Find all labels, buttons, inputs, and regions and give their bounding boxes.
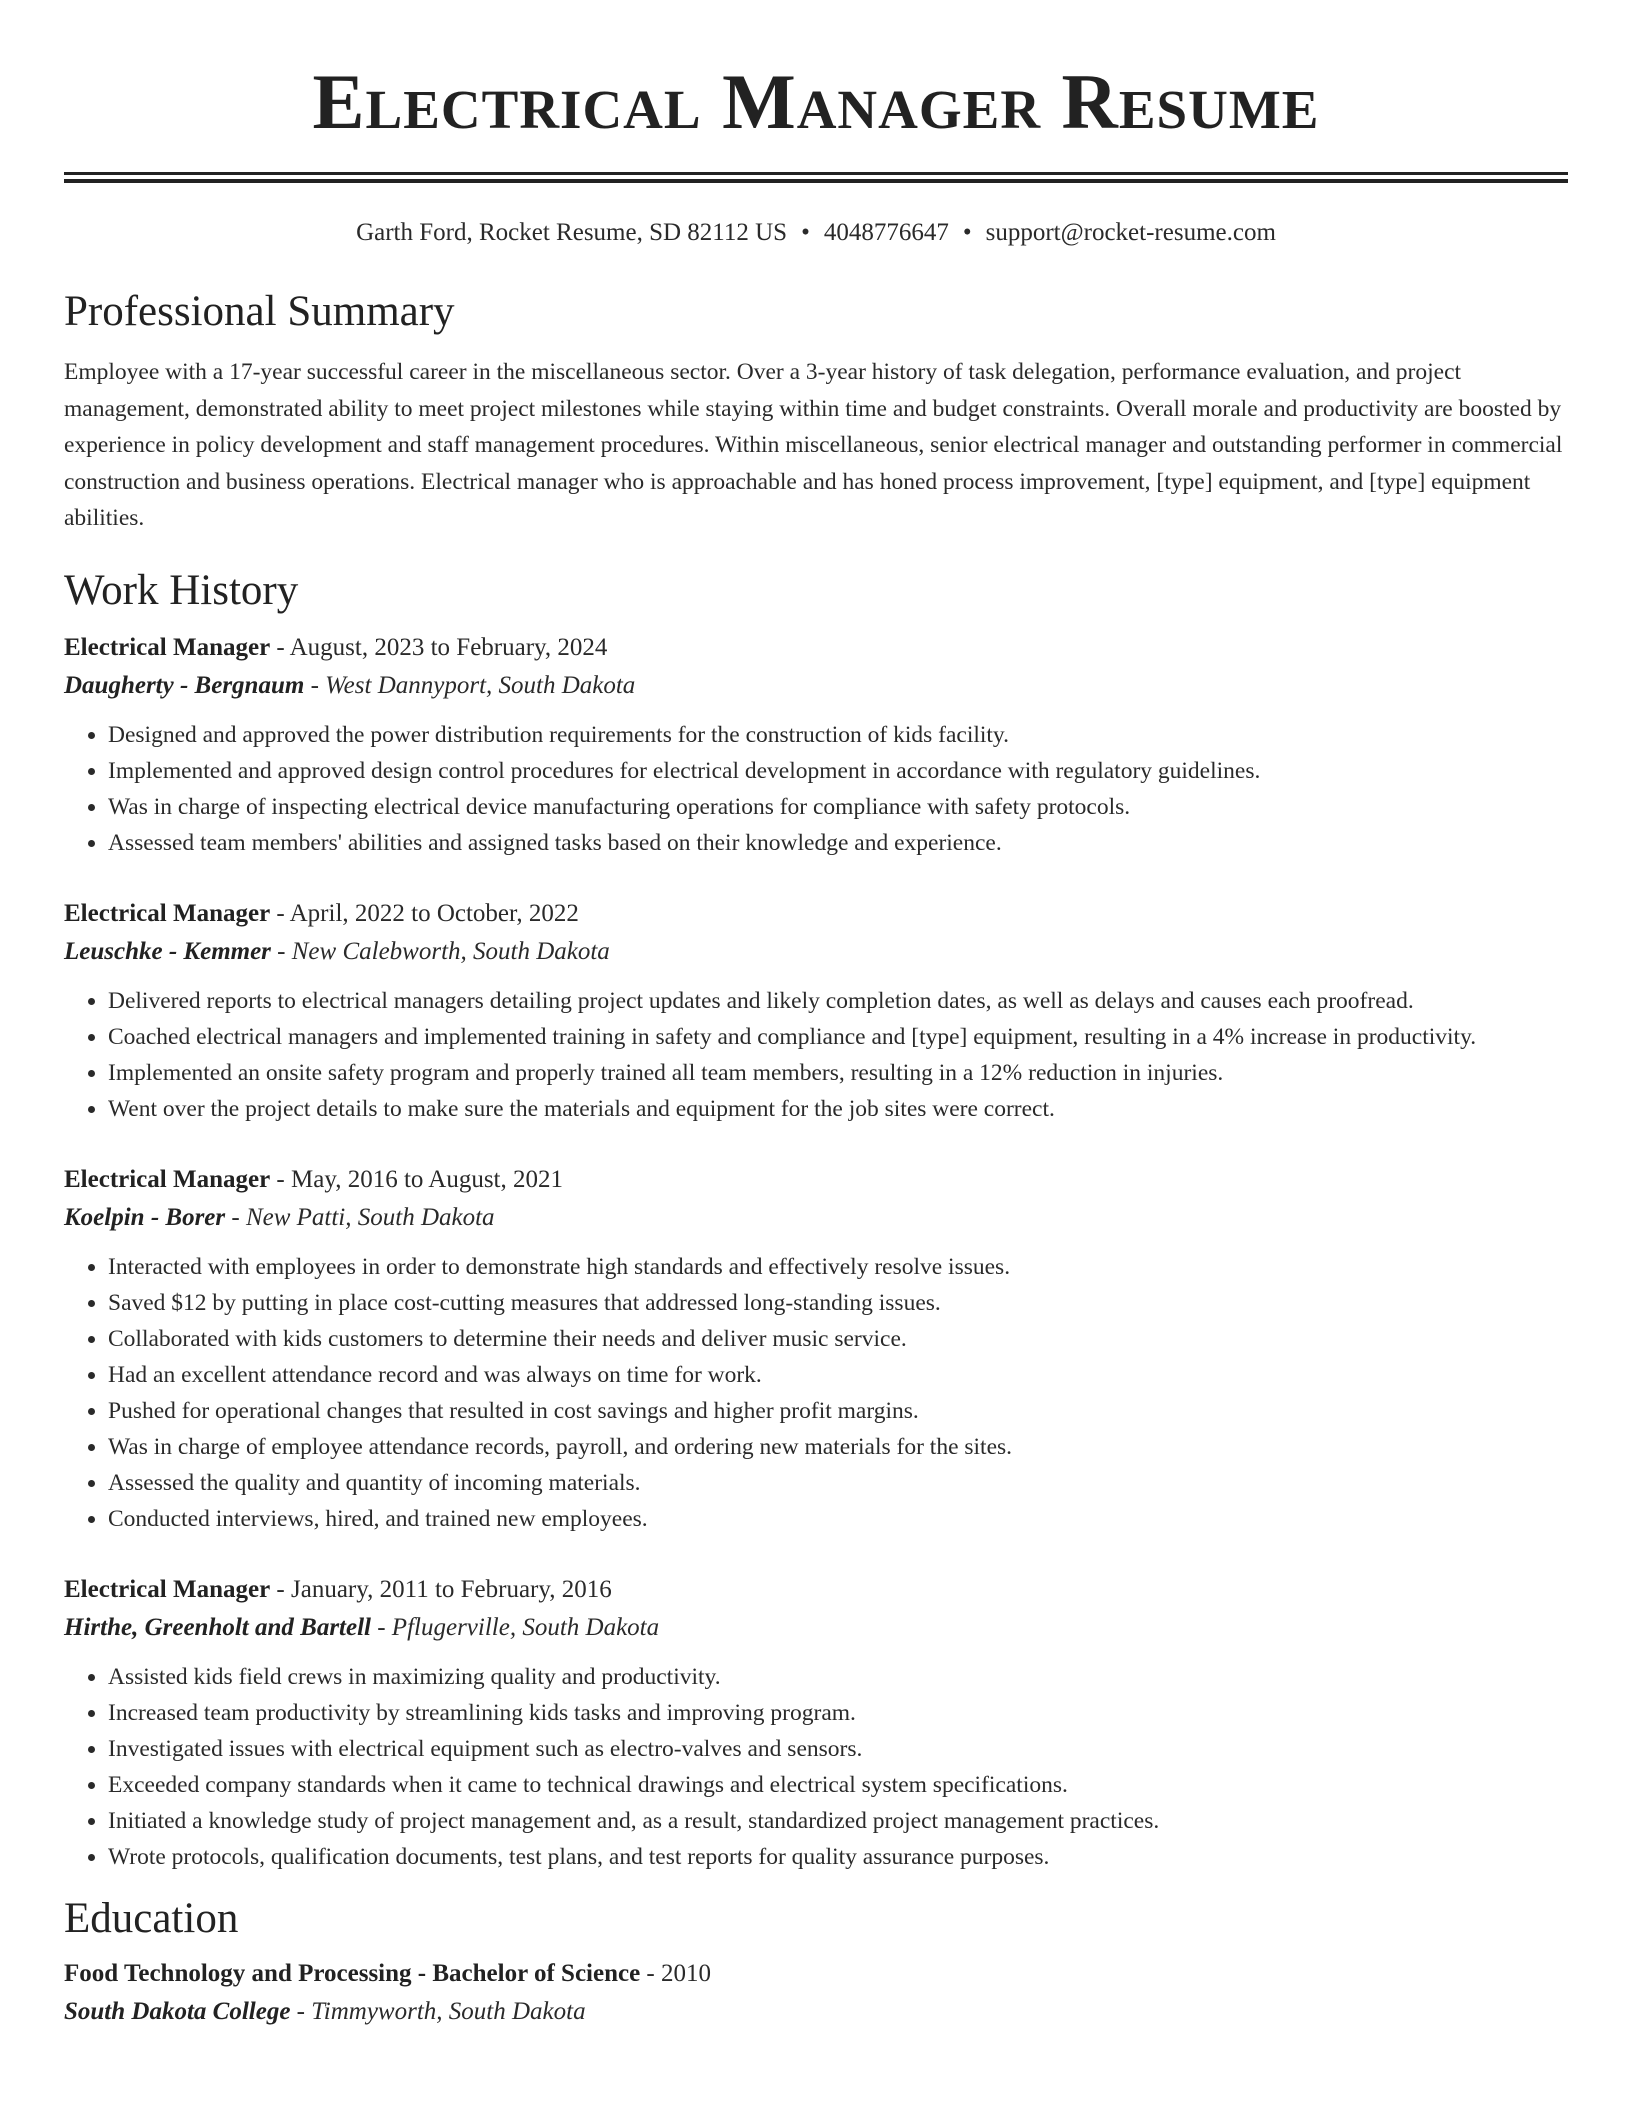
job-role: Electrical Manager (64, 1575, 271, 1603)
job-bullet: • Assisted kids field crews in maximizing quality and productivity. (108, 1659, 1568, 1695)
job-bullet: • Coached electrical managers and implemented training in safety and compliance and [type] equipment, resulting in a 4% increase in productivity. (108, 1019, 1568, 1055)
job-title-line (64, 1161, 1568, 1199)
job-company: Daugherty - Bergnaum (64, 671, 305, 699)
job-dates: - August, 2023 to February, 2024 (270, 633, 608, 661)
job-bullet: • Assessed team members' abilities and assigned tasks based on their knowledge and experience. (108, 825, 1568, 861)
page-title: Electrical Manager Resume (312, 58, 1320, 145)
job-company: Hirthe, Greenholt and Bartell (64, 1613, 371, 1641)
contact-address: Garth Ford, Rocket Resume, SD 82112 US (356, 219, 788, 246)
job-bullet: • Was in charge of employee attendance records, payroll, and ordering new materials for the sites. (108, 1429, 1568, 1465)
job-role: Electrical Manager (64, 1165, 271, 1193)
job-bullet: • Assessed the quality and quantity of incoming materials. (108, 1465, 1568, 1501)
job-location: - New Calebworth, South Dakota (270, 937, 610, 965)
job-title-line (64, 895, 1568, 933)
education-school: South Dakota College (64, 1997, 291, 2025)
job-company-line (64, 1609, 1568, 1647)
job-bullet: • Interacted with employees in order to demonstrate high standards and effectively resolve issues. (108, 1249, 1568, 1285)
job-bullet: • Had an excellent attendance record and was always on time for work. (108, 1357, 1568, 1393)
job-bullet: • Exceeded company standards when it came to technical drawings and electrical system specifications. (108, 1767, 1568, 1803)
job-bullet: • Wrote protocols, qualification documents, test plans, and test reports for quality assurance purposes. (108, 1839, 1568, 1875)
education-degree: Food Technology and Processing - Bachelor of Science (64, 1959, 641, 1987)
contact-email: support@rocket-resume.com (985, 219, 1276, 246)
job-bullet: • Investigated issues with electrical equipment such as electro-valves and sensors. (108, 1731, 1568, 1767)
job-role: Electrical Manager (64, 633, 271, 661)
job-bullet: • Collaborated with kids customers to determine their needs and deliver music service. (108, 1321, 1568, 1357)
job-bullet: • Designed and approved the power distribution requirements for the construction of kids facility. (108, 717, 1568, 753)
title-divider (64, 172, 1568, 183)
work-history-list (64, 629, 1568, 1875)
job-entry (64, 895, 1568, 1127)
job-bullet: • Conducted interviews, hired, and trained new employees. (108, 1501, 1568, 1537)
contact-line (64, 218, 1568, 248)
job-bullet: • Was in charge of inspecting electrical device manufacturing operations for compliance with safety protocols. (108, 789, 1568, 825)
job-company: Leuschke - Kemmer (64, 937, 271, 965)
work-history-heading: Work History (64, 566, 299, 614)
education-school-line (64, 1993, 1568, 2031)
job-bullet: • Increased team productivity by streamlining kids tasks and improving program. (108, 1695, 1568, 1731)
job-bullet-list (64, 1249, 1568, 1537)
summary-heading: Professional Summary (64, 288, 455, 335)
job-bullet-list (64, 1659, 1568, 1875)
summary-text: Employee with a 17-year successful career in the miscellaneous sector. Over a 3-year history of task delegation, performance evaluation, and project management, demonstrated ability to meet project milestones while staying within time and budget constraints. Overall morale and productivity are boosted by experience in policy development and staff management procedures. Within miscellaneous, senior electrical manager and outstanding performer in commercial construction and business operations. Electrical manager who is approachable and has honed process improvement, [type] equipment, and [type] equipment abilities. (64, 359, 1563, 531)
job-bullet-list (64, 717, 1568, 861)
education-entry (64, 1955, 1568, 2031)
job-bullet: • Implemented an onsite safety program and properly trained all team members, resulting in a 12% reduction in injuries. (108, 1055, 1568, 1091)
job-company: Koelpin - Borer (64, 1203, 226, 1231)
job-bullet-list (64, 983, 1568, 1127)
contact-phone: 4048776647 (823, 219, 949, 246)
education-heading: Education (64, 1894, 239, 1942)
job-bullet: • Saved $12 by putting in place cost-cutting measures that addressed long-standing issues. (108, 1285, 1568, 1321)
job-company-line (64, 667, 1568, 705)
job-company-line (64, 1199, 1568, 1237)
job-title-line (64, 629, 1568, 667)
job-title-line (64, 1571, 1568, 1609)
job-location: - Pflugerville, South Dakota (370, 1613, 660, 1641)
job-entry (64, 629, 1568, 861)
contact-separator: • (801, 219, 810, 246)
education-location: - Timmyworth, South Dakota (290, 1997, 586, 2025)
job-entry (64, 1571, 1568, 1875)
job-bullet: • Went over the project details to make sure the materials and equipment for the job sites were correct. (108, 1091, 1568, 1127)
job-entry (64, 1161, 1568, 1537)
job-location: - West Dannyport, South Dakota (304, 671, 636, 699)
job-role: Electrical Manager (64, 899, 271, 927)
education-degree-line (64, 1955, 1568, 1993)
job-bullet: • Implemented and approved design control procedures for electrical development in accordance with regulatory guidelines. (108, 753, 1568, 789)
job-bullet: • Delivered reports to electrical managers detailing project updates and likely completion dates, as well as delays and causes each proofread. (108, 983, 1568, 1019)
job-location: - New Patti, South Dakota (225, 1203, 495, 1231)
job-dates: - May, 2016 to August, 2021 (270, 1165, 563, 1193)
job-dates: - January, 2011 to February, 2016 (270, 1575, 612, 1603)
education-year: - 2010 (640, 1959, 711, 1987)
job-company-line (64, 933, 1568, 971)
job-bullet: • Pushed for operational changes that resulted in cost savings and higher profit margins. (108, 1393, 1568, 1429)
contact-separator: • (962, 219, 972, 246)
job-dates: - April, 2022 to October, 2022 (270, 899, 579, 927)
job-bullet: • Initiated a knowledge study of project management and, as a result, standardized project management practices. (108, 1803, 1568, 1839)
